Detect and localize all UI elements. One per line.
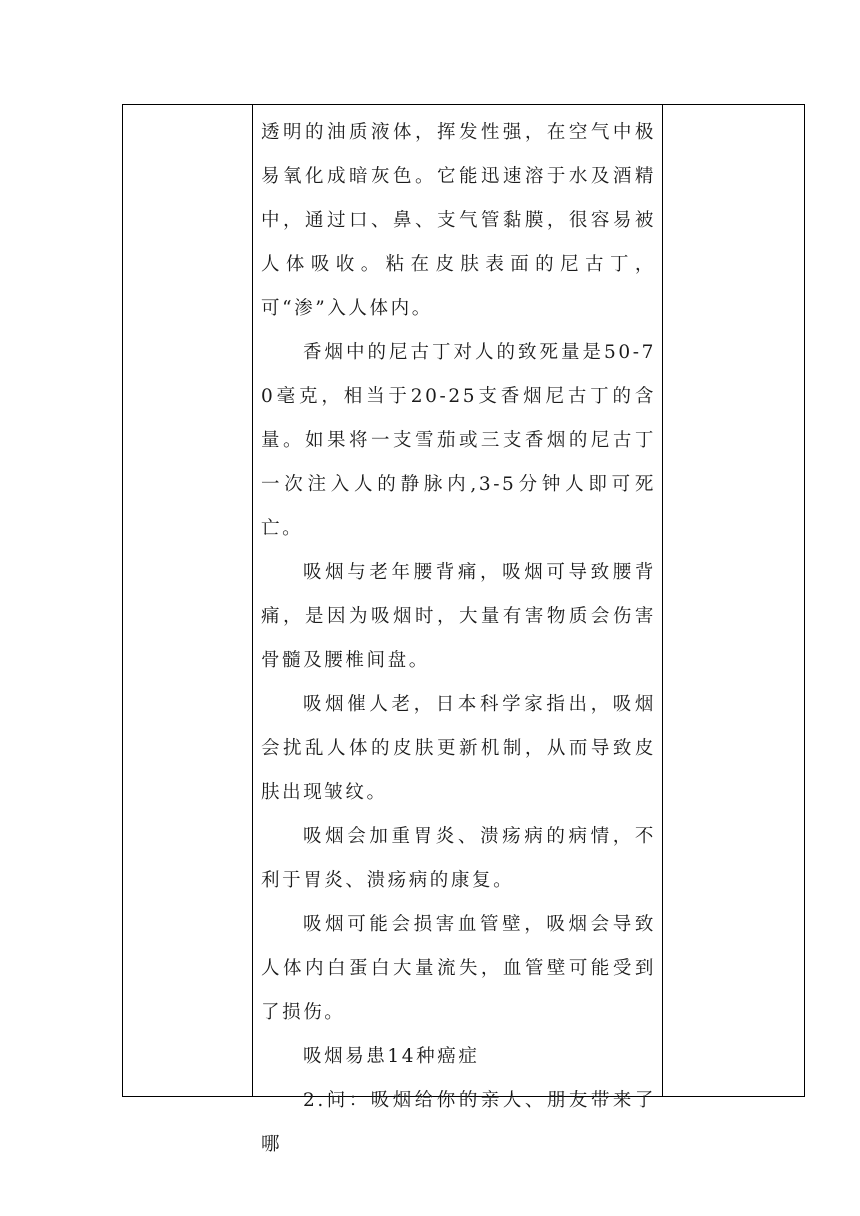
lesson-table: [122, 104, 805, 1155]
paragraph-nicotine-properties: 透明的油质液体，挥发性强，在空气中极易氧化成暗灰色。它能迅速溶于水及酒精中，通过口、鼻、支气管黏膜，很容易被人体吸收。粘在皮肤表面的尼古丁，可“渗”入人体内。: [261, 122, 656, 319]
paragraph-gastritis: 吸烟会加重胃炎、溃疡病的病情，不利于胃炎、溃疡病的康复。: [261, 826, 656, 891]
paragraph-back-pain: 吸烟与老年腰背痛，吸烟可导致腰背痛，是因为吸烟时，大量有害物质会伤害骨髓及腰椎间盘。: [261, 562, 656, 671]
paragraph-lethal-dose: 香烟中的尼古丁对人的致死量是50-70毫克，相当于20-25支香烟尼古丁的含量。如果将一支雪茄或三支香烟的尼古丁一次注入人的静脉内,3-5分钟人即可死亡。: [261, 342, 656, 539]
table-cell-left: [123, 105, 253, 1096]
table-cell-right: [663, 105, 804, 1096]
paragraph-aging: 吸烟催人老，日本科学家指出，吸烟会扰乱人体的皮肤更新机制，从而导致皮肤出现皱纹。: [261, 694, 656, 803]
paragraph-blood-vessels: 吸烟可能会损害血管壁，吸烟会导致人体内白蛋白大量流失，血管壁可能受到了损伤。: [261, 914, 656, 1023]
paragraph-question: 2.问：吸烟给你的亲人、朋友带来了哪: [261, 1090, 656, 1155]
table-cell-content: [253, 105, 663, 1155]
paragraph-cancer: 吸烟易患14种癌症: [303, 1046, 480, 1067]
